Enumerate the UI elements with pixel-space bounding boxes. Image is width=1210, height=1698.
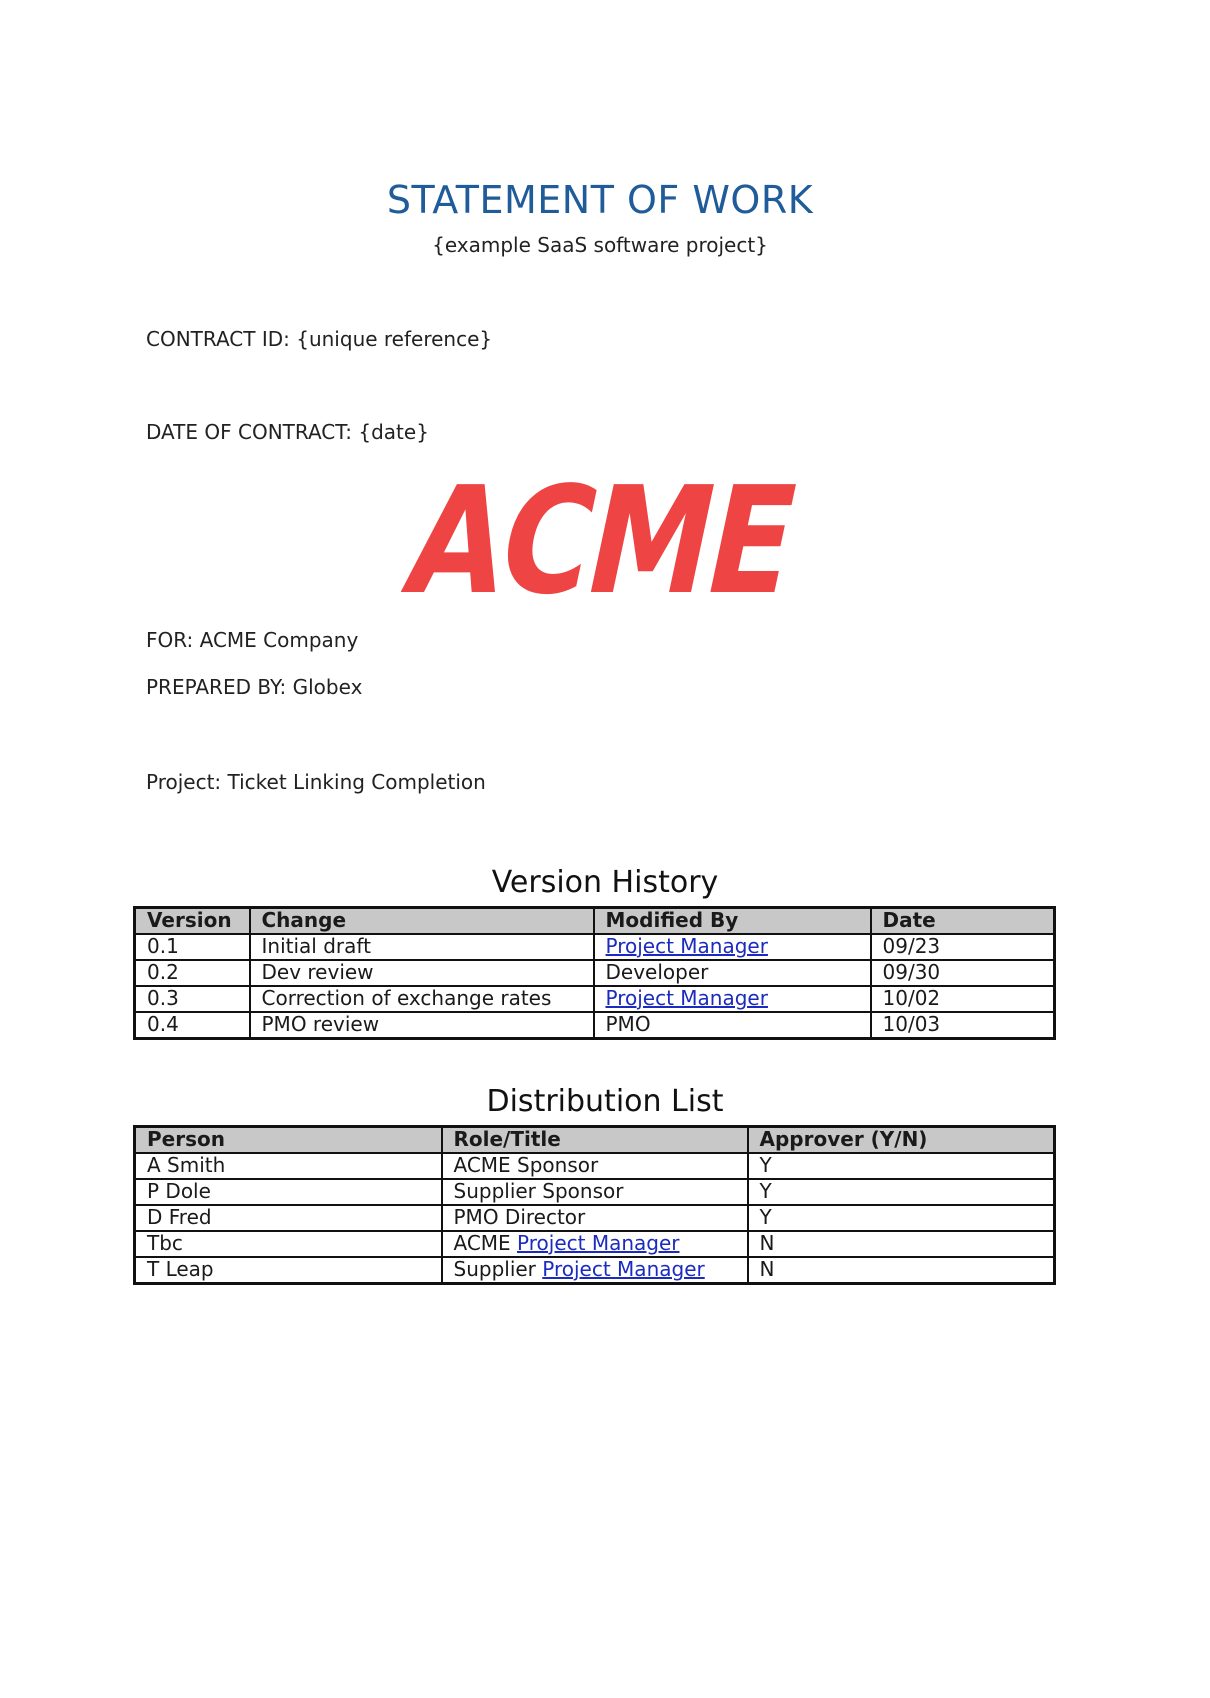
date-of-contract: DATE OF CONTRACT: {date} [146,420,429,444]
column-header: Person [135,1127,442,1154]
table-row [135,960,1055,986]
change-cell: Dev review [250,960,594,986]
table-row [135,1231,1055,1257]
table-header-row [135,1127,1055,1154]
column-header: Change [250,908,594,935]
project-manager-link[interactable]: Project Manager [605,986,768,1010]
project-manager-link[interactable]: Project Manager [605,934,768,958]
person-cell: P Dole [135,1179,442,1205]
prepared-by-field: PREPARED BY: Globex [146,675,363,699]
approver-cell: N [748,1257,1055,1284]
version-history-heading: Version History [491,865,719,900]
role-cell [442,1231,748,1257]
modified-by-cell: Developer [594,960,871,986]
modified-by-cell: PMO [594,1012,871,1039]
role-cell [442,1179,748,1205]
svg-text:ACME: ACME [392,455,885,628]
modified-by-cell [594,934,871,960]
approver-cell: Y [748,1179,1055,1205]
table-row [135,1179,1055,1205]
column-header: Date [871,908,1055,935]
modified-by-cell [594,986,871,1012]
role-cell [442,1257,748,1284]
approver-cell: N [748,1231,1055,1257]
role-text: PMO Director [453,1205,586,1229]
table-row [135,934,1055,960]
date-cell: 10/02 [871,986,1055,1012]
project-manager-link[interactable]: Project Manager [517,1231,680,1255]
distribution-list-table [133,1125,1056,1285]
table-header-row [135,908,1055,935]
date-cell: 09/23 [871,934,1055,960]
table-row [135,1257,1055,1284]
version-cell: 0.2 [135,960,250,986]
person-cell: A Smith [135,1153,442,1179]
role-text: Supplier Sponsor [453,1179,624,1203]
approver-cell: Y [748,1153,1055,1179]
for-field: FOR: ACME Company [146,628,359,652]
page-subtitle: {example SaaS software project} [432,233,768,257]
approver-cell: Y [748,1205,1055,1231]
table-row [135,1153,1055,1179]
person-cell: Tbc [135,1231,442,1257]
distribution-list-heading: Distribution List [486,1084,724,1119]
column-header: Modified By [594,908,871,935]
page-title: STATEMENT OF WORK [386,178,814,222]
change-cell: PMO review [250,1012,594,1039]
role-text: ACME Sponsor [453,1153,599,1177]
date-cell: 10/03 [871,1012,1055,1039]
project-manager-link[interactable]: Project Manager [542,1257,705,1281]
column-header: Approver (Y/N) [748,1127,1055,1154]
role-text: Supplier [453,1257,543,1281]
contract-id: CONTRACT ID: {unique reference} [146,327,493,351]
role-cell [442,1153,748,1179]
change-cell: Correction of exchange rates [250,986,594,1012]
column-header: Role/Title [442,1127,748,1154]
acme-logo [392,455,885,628]
version-cell: 0.1 [135,934,250,960]
version-history-table [133,906,1056,1040]
version-cell: 0.4 [135,1012,250,1039]
role-cell [442,1205,748,1231]
table-row [135,986,1055,1012]
version-cell: 0.3 [135,986,250,1012]
table-row [135,1012,1055,1039]
project-field: Project: Ticket Linking Completion [146,770,486,794]
person-cell: D Fred [135,1205,442,1231]
role-text: ACME [453,1231,518,1255]
column-header: Version [135,908,250,935]
change-cell: Initial draft [250,934,594,960]
table-row [135,1205,1055,1231]
person-cell: T Leap [135,1257,442,1284]
date-cell: 09/30 [871,960,1055,986]
